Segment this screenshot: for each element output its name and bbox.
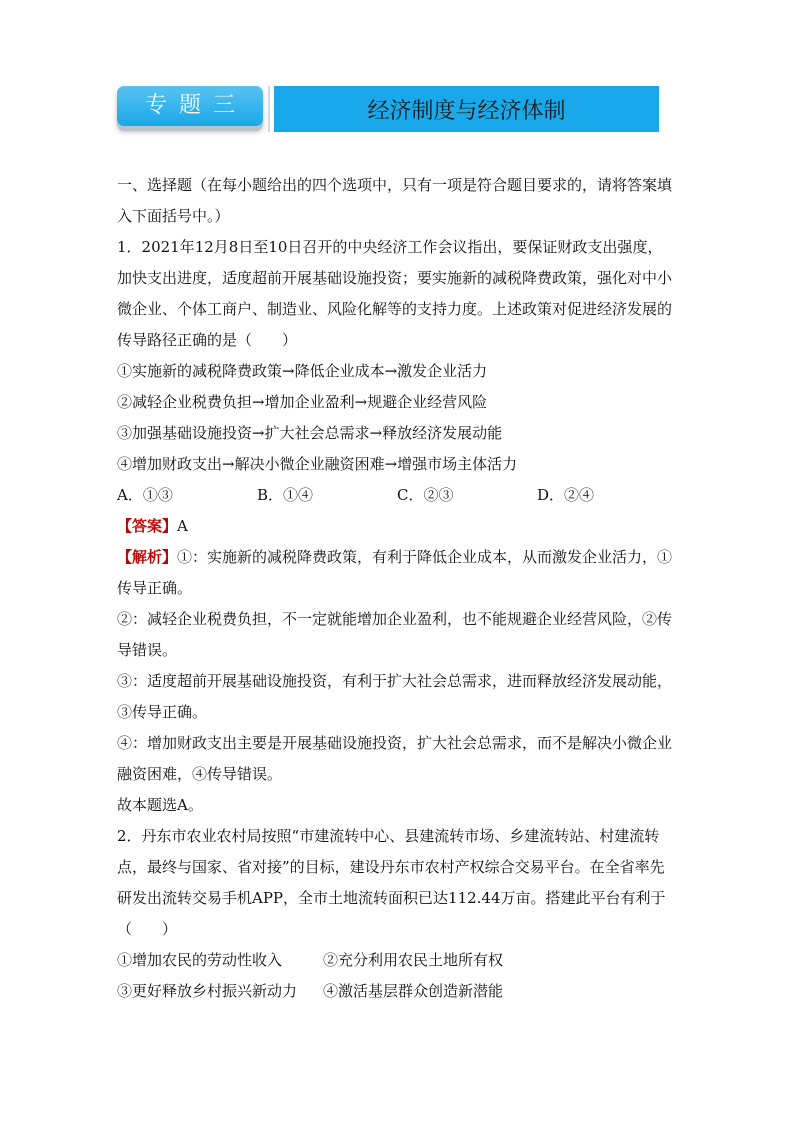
question-2-items-row-1 [117,945,677,976]
option-b: B．①④ [257,486,314,504]
option-d: D．②④ [537,486,595,504]
document-body [117,170,677,1007]
option-a: A．①③ [117,486,173,504]
question-1-item-3: ③加强基础设施投资→扩大社会总需求→释放经济发展动能 [117,424,503,442]
topic-title-banner: 经济制度与经济体制 [274,86,659,132]
analysis-line-2: ②：减轻企业税费负担，不一定就能增加企业盈利，也不能规避企业经营风险，②传导错误。 [117,610,673,659]
question-1-item-4: ④增加财政支出→解决小微企业融资困难→增强市场主体活力 [117,455,518,473]
analysis-line-1 [117,542,677,604]
question-2-item-2: ②充分利用农民土地所有权 [323,951,504,969]
question-1-options [117,480,677,511]
analysis-label: 【解析】 [117,548,178,566]
question-2-item-4: ④激活基层群众创造新潜能 [323,982,504,1000]
question-2-stem: 2．丹东市农业农村局按照“市建流转中心、县建流转市场、乡建流转站、村建流转点，最终与国家、省对接”的目标，建设丹东市农村产权综合交易平台。在全省率先研发出流转交易手机APP，全市土地流转面积已达112.44万亩。搭建此平台有利于（ ） [117,827,666,938]
question-1-item-1: ①实施新的减税降费政策→降低企业成本→激发企业活力 [117,362,488,380]
question-1-item-2: ②减轻企业税费负担→增加企业盈利→规避企业经营风险 [117,393,488,411]
topic-number-tab: 专题三 [117,86,263,126]
question-1-stem: 1．2021年12月8日至10日召开的中央经济工作会议指出，要保证财政支出强度，加快支出进度，适度超前开展基础设施投资；要实施新的减税降费政策，强化对中小微企业、个体工商户、制造业、风险化解等的支持力度。上述政策对促进经济发展的传导路径正确的是（ ） [117,238,673,349]
question-2-item-3: ③更好释放乡村振兴新动力 [117,982,298,1000]
option-c: C．②③ [397,486,454,504]
conclusion-line: 故本题选A。 [117,796,203,814]
answer-value: A [177,517,188,535]
answer-label: 【答案】 [117,517,178,535]
analysis-line-4: ④：增加财政支出主要是开展基础设施投资，扩大社会总需求，而不是解决小微企业融资困难，④传导错误。 [117,734,673,783]
analysis-text-1: ①：实施新的减税降费政策，有利于降低企业成本，从而激发企业活力，①传导正确。 [117,548,673,597]
topic-header [117,86,659,132]
question-2-items-row-2 [117,976,677,1007]
answer-line [117,511,677,542]
question-2-item-1: ①增加农民的劳动性收入 [117,951,283,969]
analysis-line-3: ③：适度超前开展基础设施投资，有利于扩大社会总需求，进而释放经济发展动能，③传导正确。 [117,672,673,721]
section-heading: 一、选择题（在每小题给出的四个选项中，只有一项是符合题目要求的，请将答案填入下面括号中。） [117,176,673,225]
